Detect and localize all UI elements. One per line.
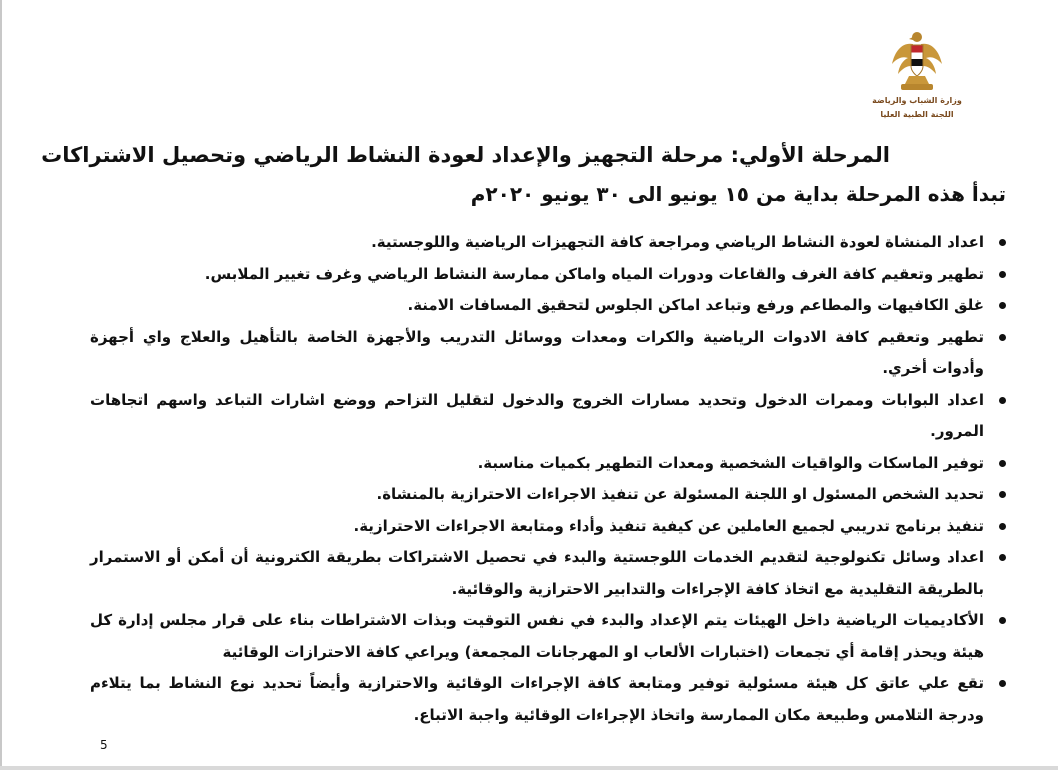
list-item: تنفيذ برنامج تدريبي لجميع العاملين عن كيفية تنفيذ وأداء ومتابعة الاجراءات الاحترازية. bbox=[90, 511, 1008, 543]
bullet-icon bbox=[999, 239, 1006, 246]
bullet-icon bbox=[999, 491, 1006, 498]
bullet-icon bbox=[999, 460, 1006, 467]
list-item: تقع علي عاتق كل هيئة مسئولية توفير ومتابعة كافة الإجراءات الوقائية والاحترازية وأيضاً تحديد نوع النشاط بما يتلاءم ودرجة التلامس وطبيعة مكان الممارسة واتخاذ الإجراءات الوقائية واجبة الاتباع. bbox=[90, 668, 1008, 731]
committee-name: اللجنة الطبية العليا bbox=[880, 110, 954, 119]
list-item: تحديد الشخص المسئول او اللجنة المسئولة عن تنفيذ الاجراءات الاحترازية بالمنشاة. bbox=[90, 479, 1008, 511]
list-item: توفير الماسكات والواقيات الشخصية ومعدات التطهير بكميات مناسبة. bbox=[90, 448, 1008, 480]
page-number: 5 bbox=[100, 738, 108, 752]
phase-date-range: تبدأ هذه المرحلة بداية من ١٥ يونيو الى ٣٠ يونيو ٢٠٢٠م bbox=[470, 182, 1006, 206]
bullet-icon bbox=[999, 554, 1006, 561]
list-item: غلق الكافيهات والمطاعم ورفع وتباعد اماكن الجلوس لتحقيق المسافات الامنة. bbox=[90, 290, 1008, 322]
bullet-icon bbox=[999, 271, 1006, 278]
requirements-list bbox=[90, 227, 1008, 731]
list-item: تطهير وتعقيم كافة الغرف والقاعات ودورات المياه واماكن ممارسة النشاط الرياضي وغرف تغيير الملابس. bbox=[90, 259, 1008, 291]
eagle-emblem-icon bbox=[889, 28, 945, 94]
bullet-icon bbox=[999, 617, 1006, 624]
emblem-logo bbox=[872, 28, 962, 119]
list-item: اعداد البوابات وممرات الدخول وتحديد مسارات الخروج والدخول لتقليل التزاحم ووضع اشارات التباعد واسهم اتجاهات المرور. bbox=[90, 385, 1008, 448]
list-item: اعداد المنشاة لعودة النشاط الرياضي ومراجعة كافة التجهيزات الرياضية واللوجستية. bbox=[90, 227, 1008, 259]
bullet-icon bbox=[999, 397, 1006, 404]
bullet-icon bbox=[999, 302, 1006, 309]
list-item: تطهير وتعقيم كافة الادوات الرياضية والكرات ومعدات ووسائل التدريب والأجهزة الخاصة بالتأهيل والعلاج واي أجهزة وأدوات أخري. bbox=[90, 322, 1008, 385]
bullet-icon bbox=[999, 523, 1006, 530]
page-left-edge bbox=[0, 0, 2, 770]
list-item: الأكاديميات الرياضية داخل الهيئات يتم الإعداد والبدء في نفس التوقيت وبذات الاشتراطات بناء على قرار مجلس إدارة كل هيئة ويحذر إقامة أي تجمعات (اختبارات الألعاب او المهرجانات المجمعة) ويراعي كافة الاحترازات الوقائية bbox=[90, 605, 1008, 668]
ministry-name: وزارة الشباب والرياضة bbox=[872, 96, 962, 105]
bullet-icon bbox=[999, 334, 1006, 341]
page-title: المرحلة الأولي: مرحلة التجهيز والإعداد لعودة النشاط الرياضي وتحصيل الاشتراكات bbox=[41, 143, 890, 167]
bullet-icon bbox=[999, 680, 1006, 687]
list-item: اعداد وسائل تكنولوجية لتقديم الخدمات اللوجستية والبدء في تحصيل الاشتراكات بطريقة الكترونية أن أمكن أو الاستمرار بالطريقة التقليدية مع اتخاذ كافة الإجراءات والتدابير الاحترازية والوقائية. bbox=[90, 542, 1008, 605]
page-bottom-edge bbox=[0, 766, 1058, 770]
